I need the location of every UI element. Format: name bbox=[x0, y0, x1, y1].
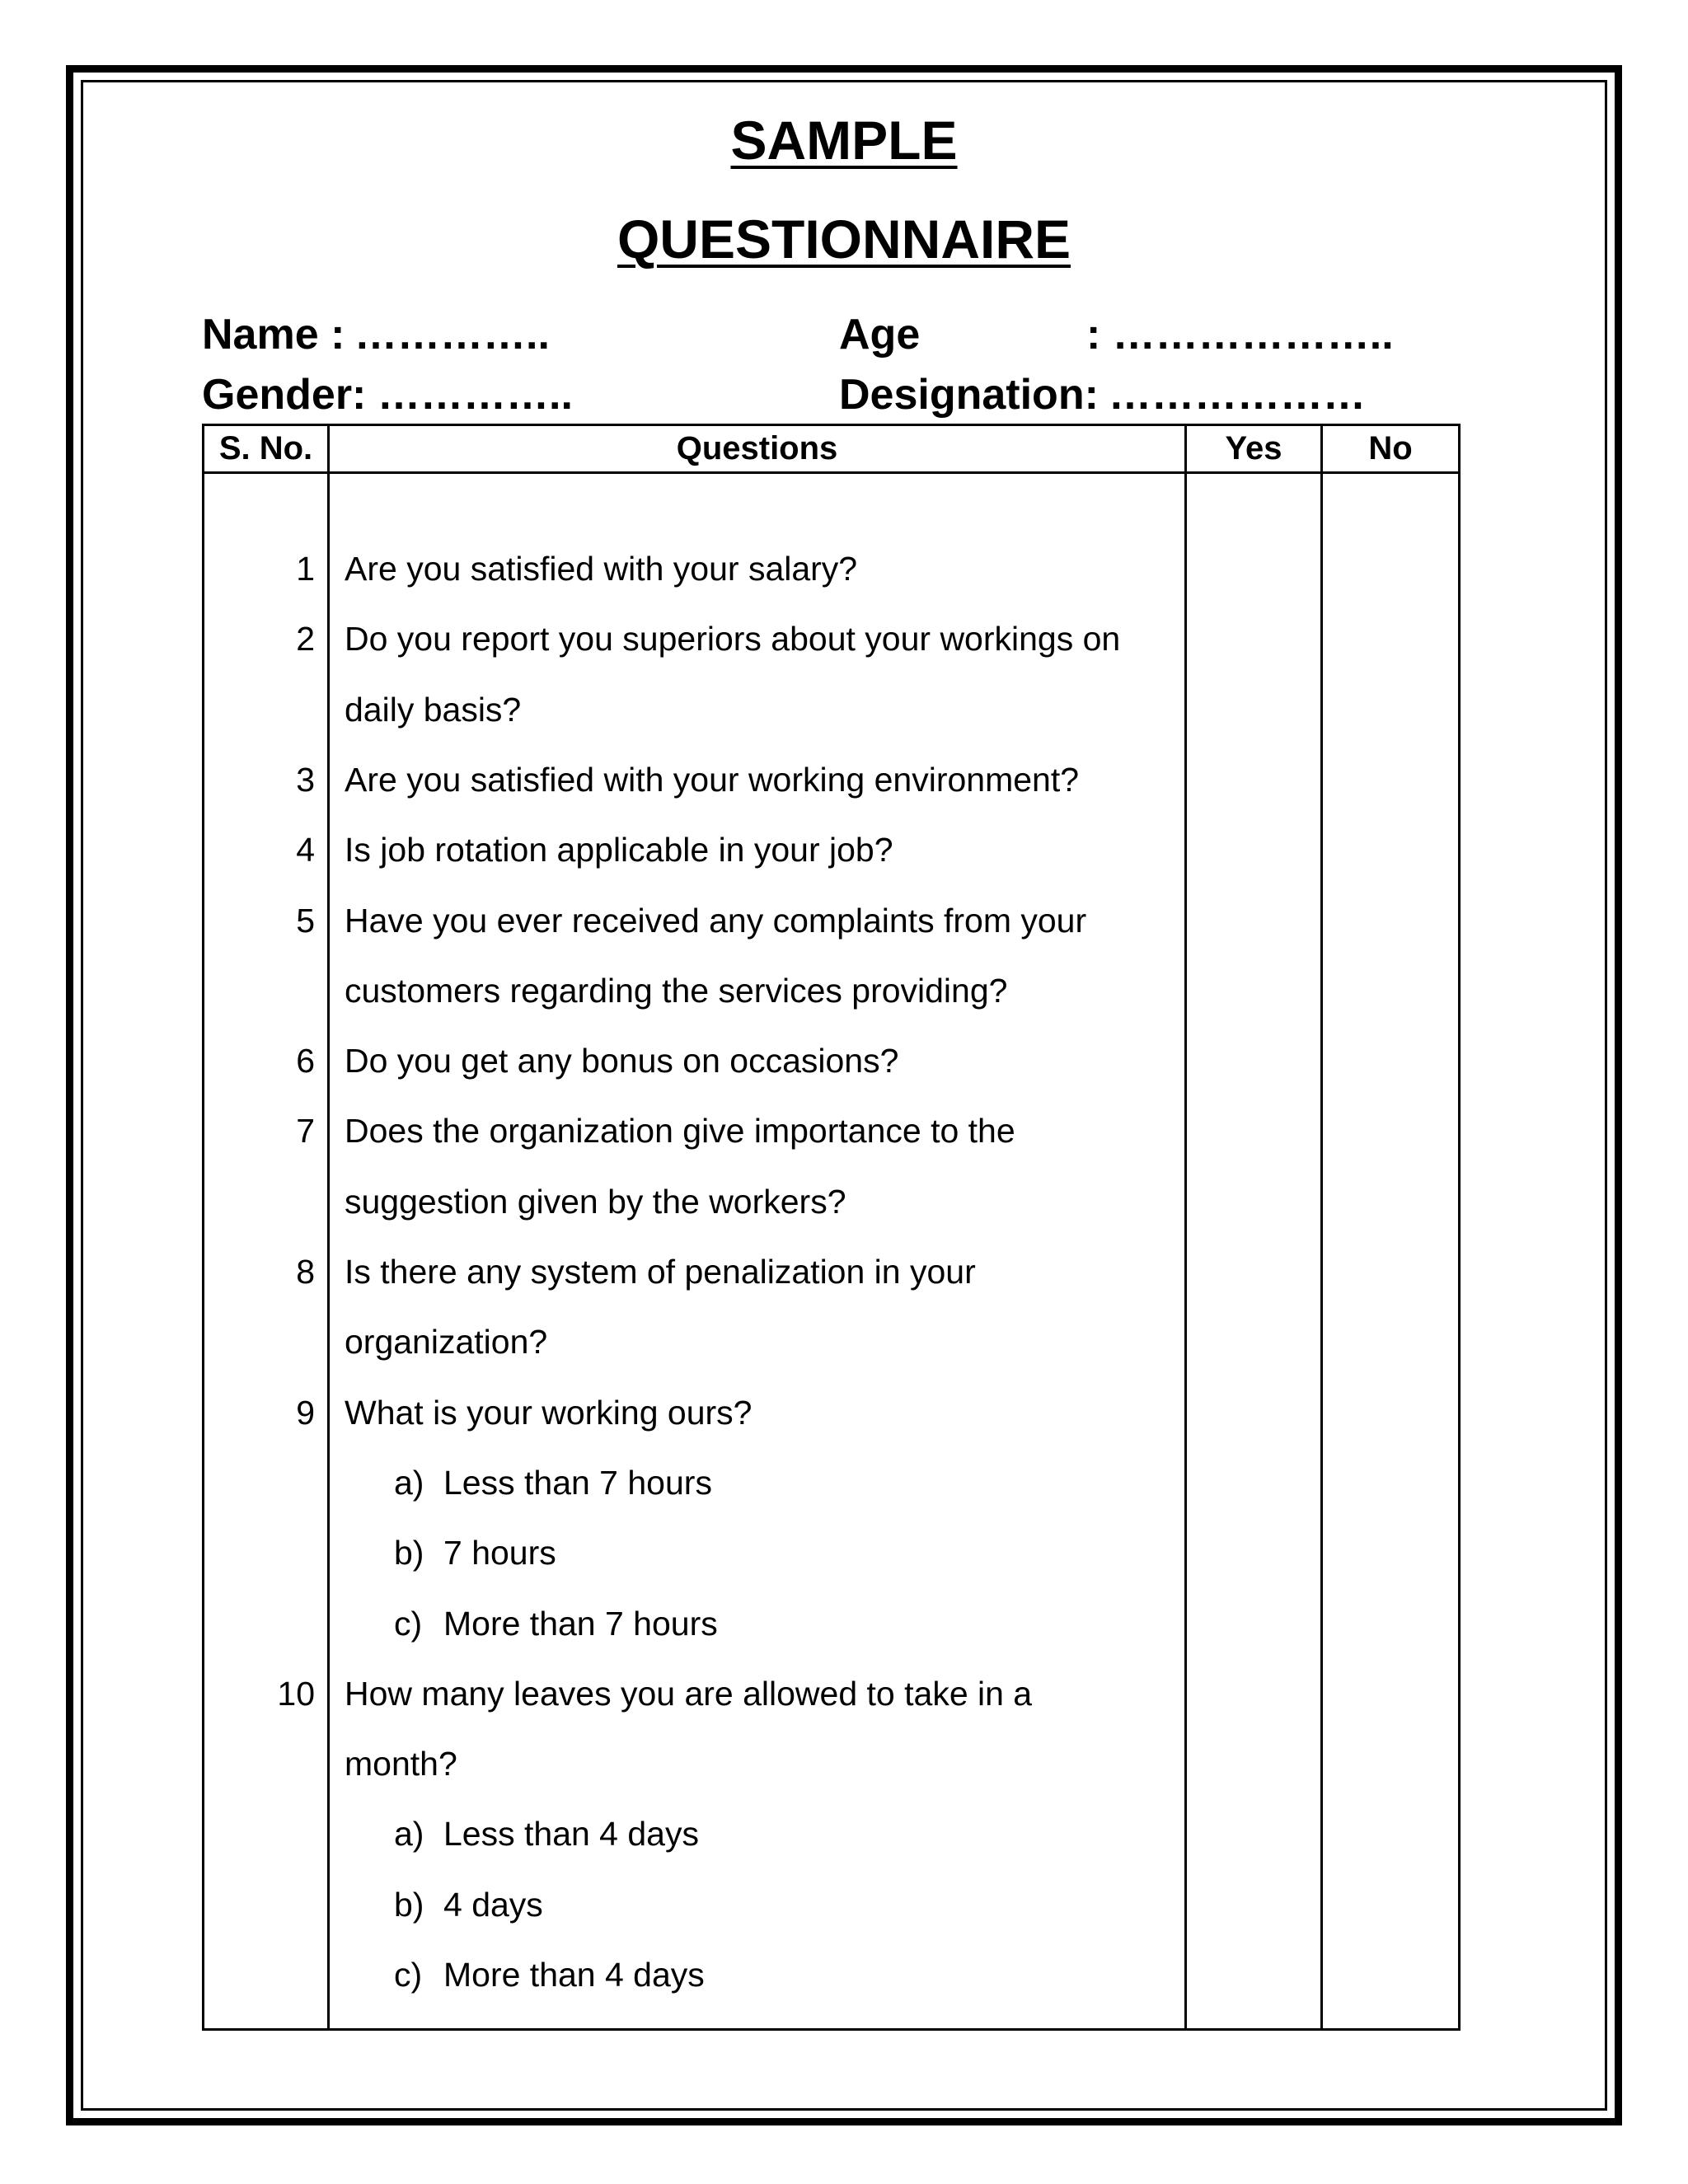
questionnaire-table bbox=[202, 424, 1461, 2031]
column-divider bbox=[327, 424, 330, 2031]
title-line-1: SAMPLE bbox=[730, 110, 958, 171]
option-text: More than 7 hours bbox=[443, 1604, 718, 1643]
question-text: suggestion given by the workers? bbox=[345, 1182, 846, 1221]
name-label: Name : bbox=[202, 311, 345, 359]
question-number: 4 bbox=[296, 831, 315, 869]
option-letter: b) bbox=[394, 1885, 424, 1924]
question-text: Is there any system of penalization in your bbox=[345, 1253, 976, 1291]
option-letter: b) bbox=[394, 1534, 424, 1572]
column-divider bbox=[1184, 424, 1187, 2031]
question-text: Is job rotation applicable in your job? bbox=[345, 831, 893, 869]
question-text: customers regarding the services providing? bbox=[345, 971, 1008, 1010]
header-no: No bbox=[1368, 430, 1413, 466]
designation-field[interactable]: ……………… bbox=[1109, 371, 1366, 419]
option-text: Less than 4 days bbox=[443, 1815, 699, 1854]
question-number: 9 bbox=[296, 1393, 315, 1432]
question-number: 6 bbox=[296, 1042, 315, 1080]
question-text: month? bbox=[345, 1745, 457, 1783]
header-serial-number: S. No. bbox=[218, 430, 313, 466]
question-number: 2 bbox=[296, 620, 315, 658]
option-text: Less than 7 hours bbox=[443, 1463, 712, 1502]
column-divider bbox=[1320, 424, 1323, 2031]
option-letter: c) bbox=[394, 1604, 423, 1643]
header-yes: Yes bbox=[1225, 430, 1282, 466]
age-label: Age bbox=[839, 311, 921, 359]
question-number: 7 bbox=[296, 1112, 315, 1151]
title-line-2: QUESTIONNAIRE bbox=[617, 209, 1071, 269]
question-text: Have you ever received any complaints from your bbox=[345, 901, 1087, 940]
question-number: 3 bbox=[296, 760, 315, 799]
gender-label: Gender: bbox=[202, 371, 367, 419]
header-divider bbox=[202, 471, 1461, 474]
option-letter: a) bbox=[394, 1463, 424, 1502]
question-text: What is your working ours? bbox=[345, 1393, 753, 1432]
designation-label: Designation: bbox=[839, 371, 1099, 419]
option-letter: c) bbox=[394, 1956, 423, 1994]
header-questions: Questions bbox=[676, 430, 838, 466]
option-letter: a) bbox=[394, 1815, 424, 1854]
question-text: Does the organization give importance to the bbox=[345, 1112, 1015, 1151]
question-text: daily basis? bbox=[345, 690, 522, 729]
name-field[interactable]: ………….. bbox=[354, 311, 550, 359]
question-text: Do you report you superiors about your workings on bbox=[345, 620, 1121, 658]
age-field[interactable]: : ……………….. bbox=[1086, 311, 1394, 359]
question-number: 8 bbox=[296, 1253, 315, 1291]
question-text: Do you get any bonus on occasions? bbox=[345, 1042, 899, 1080]
question-text: Are you satisfied with your salary? bbox=[345, 550, 858, 588]
question-text: Are you satisfied with your working environment? bbox=[345, 760, 1080, 799]
option-text: 7 hours bbox=[443, 1534, 556, 1572]
question-number: 1 bbox=[296, 550, 315, 588]
question-number: 10 bbox=[277, 1674, 315, 1713]
gender-field[interactable]: ………….. bbox=[377, 371, 573, 419]
question-number: 5 bbox=[296, 901, 315, 940]
question-text: How many leaves you are allowed to take in a bbox=[345, 1674, 1033, 1713]
question-text: organization? bbox=[345, 1323, 548, 1361]
option-text: More than 4 days bbox=[443, 1956, 705, 1994]
option-text: 4 days bbox=[443, 1885, 543, 1924]
